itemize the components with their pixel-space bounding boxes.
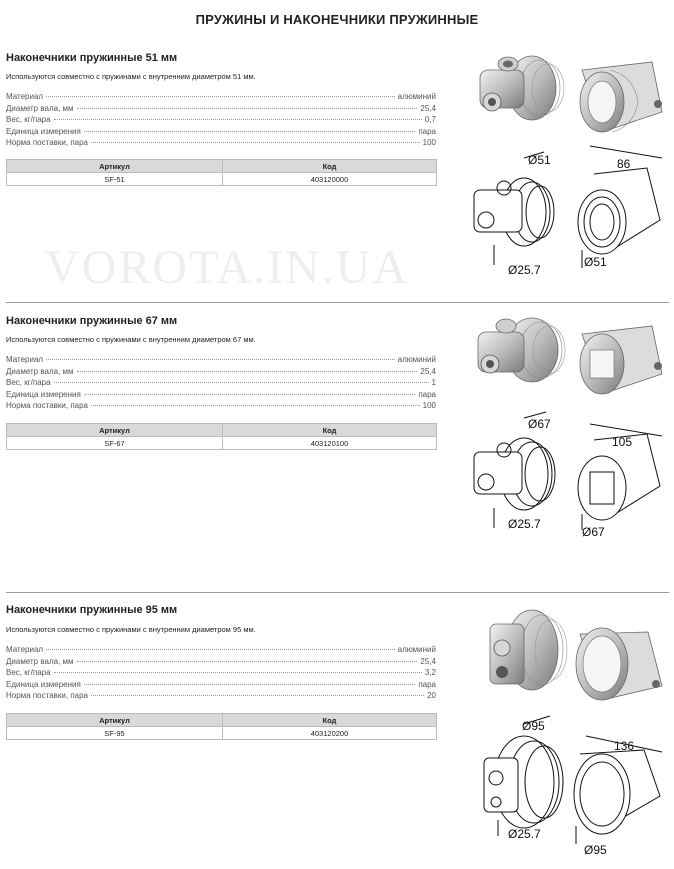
spring-end-drawings-51 <box>462 40 672 275</box>
spec-name: Единица измерения <box>6 126 81 136</box>
spec-row <box>6 668 436 680</box>
spec-row <box>6 115 436 127</box>
spec-value: 25,4 <box>420 366 436 376</box>
spec-value: 25,4 <box>420 656 436 666</box>
spec-list <box>6 92 436 150</box>
code-header: Код <box>223 160 437 173</box>
article-cell: SF-95 <box>7 727 223 740</box>
section-divider <box>6 592 669 593</box>
article-table <box>6 423 437 450</box>
spec-name: Норма поставки, пара <box>6 401 88 410</box>
dimension-shaft: Ø25.7 <box>508 517 541 531</box>
article-table <box>6 159 437 186</box>
spec-name: Единица измерения <box>6 679 81 689</box>
dimension-diameter-2: Ø95 <box>584 843 607 857</box>
cone-render <box>576 628 662 700</box>
spec-row <box>6 355 436 367</box>
spec-name: Вес, кг/пара <box>6 115 51 124</box>
dimension-diameter: Ø67 <box>528 417 551 431</box>
code-header: Код <box>223 714 437 727</box>
article-header: Артикул <box>7 424 223 437</box>
spec-name: Материал <box>6 355 44 364</box>
spec-value: алюминий <box>397 645 436 654</box>
plug-line-drawing <box>484 716 563 836</box>
article-header: Артикул <box>7 714 223 727</box>
spec-row <box>6 657 436 669</box>
plug-render <box>478 318 565 382</box>
article-header: Артикул <box>7 160 223 173</box>
dimension-width: 105 <box>612 435 633 449</box>
spec-row <box>6 390 436 402</box>
spec-value: пара <box>418 126 436 136</box>
spec-row <box>6 92 436 104</box>
plug-render <box>480 56 564 120</box>
spec-value: 3,2 <box>424 668 436 677</box>
spec-row <box>6 367 436 379</box>
spec-row <box>6 138 436 150</box>
section-title: Наконечники пружинные 95 мм <box>6 604 178 616</box>
spec-row <box>6 680 436 692</box>
spec-value: 100 <box>422 138 436 147</box>
spec-list <box>6 645 436 703</box>
spec-value: пара <box>418 679 436 689</box>
spec-value: 20 <box>427 691 436 700</box>
dimension-diameter: Ø51 <box>528 153 551 167</box>
dimension-width: 136 <box>614 739 635 753</box>
spec-value: 1 <box>431 378 436 387</box>
section-subtitle: Используются совместно с пружинами с внутренним диаметром 95 мм. <box>6 625 256 634</box>
spec-row <box>6 691 436 703</box>
spec-name: Диаметр вала, мм <box>6 103 74 113</box>
spec-row <box>6 378 436 390</box>
spec-name: Материал <box>6 645 44 654</box>
cone-render <box>580 62 662 132</box>
spring-end-drawings-67 <box>462 308 672 543</box>
spec-name: Материал <box>6 92 44 101</box>
spring-end-drawings-95 <box>462 598 672 866</box>
section-subtitle: Используются совместно с пружинами с внутренним диаметром 51 мм. <box>6 72 256 81</box>
article-table <box>6 713 437 740</box>
watermark: VOROTA.IN.UA <box>45 241 410 294</box>
spec-value: алюминий <box>397 355 436 364</box>
spec-name: Диаметр вала, мм <box>6 366 74 376</box>
code-cell: 403120200 <box>223 727 437 740</box>
spec-name: Вес, кг/пара <box>6 378 51 387</box>
spec-name: Норма поставки, пара <box>6 691 88 700</box>
spec-row <box>6 127 436 139</box>
spec-row <box>6 401 436 413</box>
dimension-diameter-2: Ø51 <box>584 255 607 269</box>
spec-name: Норма поставки, пара <box>6 138 88 147</box>
dimension-diameter-2: Ø67 <box>582 525 605 539</box>
spec-name: Диаметр вала, мм <box>6 656 74 666</box>
section-title: Наконечники пружинные 51 мм <box>6 52 178 64</box>
section-title: Наконечники пружинные 67 мм <box>6 315 178 327</box>
plug-line-drawing <box>474 152 554 265</box>
spec-list <box>6 355 436 413</box>
section-subtitle: Используются совместно с пружинами с внутренним диаметром 67 мм. <box>6 335 256 344</box>
dimension-width: 86 <box>617 157 631 171</box>
article-cell: SF-51 <box>7 173 223 186</box>
dimension-diameter: Ø95 <box>522 719 545 733</box>
code-cell: 403120000 <box>223 173 437 186</box>
spec-value: 100 <box>422 401 436 410</box>
spec-value: 0,7 <box>424 115 436 124</box>
spec-row <box>6 104 436 116</box>
dimension-shaft: Ø25.7 <box>508 263 541 275</box>
spec-value: алюминий <box>397 92 436 101</box>
spec-name: Вес, кг/пара <box>6 668 51 677</box>
spec-name: Единица измерения <box>6 389 81 399</box>
article-cell: SF-67 <box>7 437 223 450</box>
spec-value: 25,4 <box>420 103 436 113</box>
cone-render <box>580 326 662 394</box>
spec-row <box>6 645 436 657</box>
code-header: Код <box>223 424 437 437</box>
spec-value: пара <box>418 389 436 399</box>
section-divider <box>6 302 669 303</box>
code-cell: 403120100 <box>223 437 437 450</box>
page-title: ПРУЖИНЫ И НАКОНЕЧНИКИ ПРУЖИННЫЕ <box>195 12 479 27</box>
dimension-shaft: Ø25.7 <box>508 827 541 841</box>
plug-render <box>490 610 567 690</box>
